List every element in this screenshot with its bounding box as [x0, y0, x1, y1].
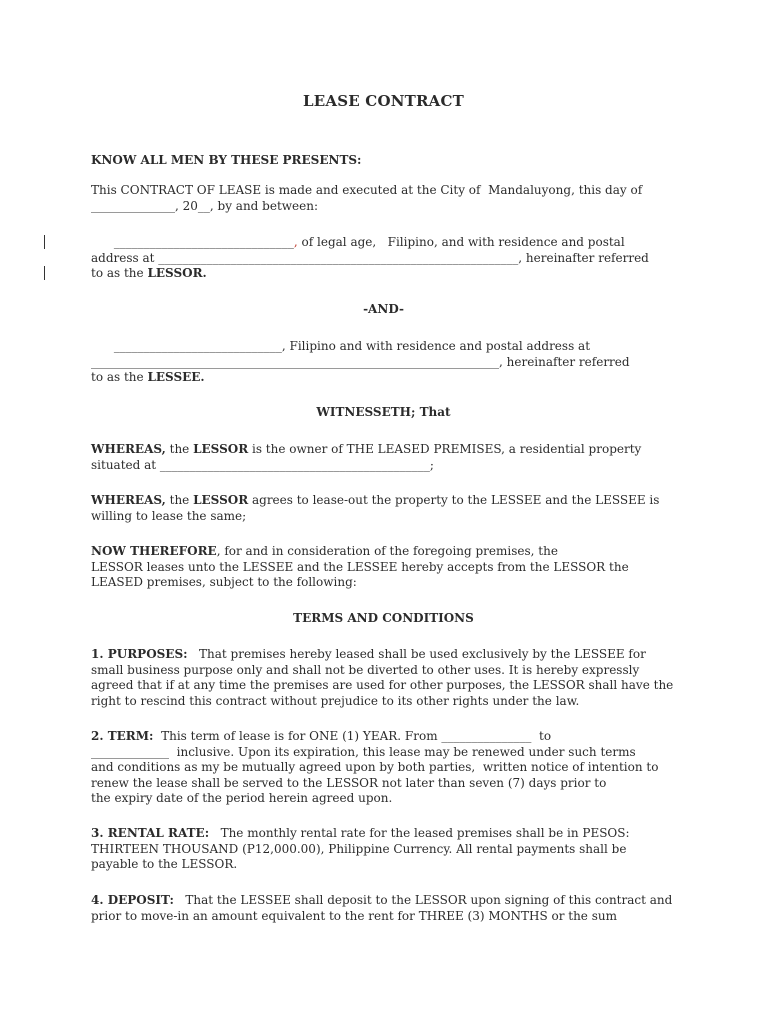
- lessee-line-3: to as the LESSEE.: [91, 370, 205, 384]
- lessee-paragraph: [91, 339, 691, 386]
- edit-mark: ,: [293, 235, 298, 249]
- clause-term: 2. TERM: This term of lease is for ONE (1) YEAR. From _______________ to _____________ inclusive. Upon its expiration, this lease may be renewed under such terms and conditions as my be mutually agreed upon by both parties, written notice of intention to renew the lease shall be served to the LESSOR not later than seven (7) days prior to the expiry date of the period herein agreed upon.: [91, 729, 659, 805]
- clause-purposes: 1. PURPOSES: That premises hereby leased shall be used exclusively by the LESSEE for small business purpose only and shall not be diverted to other uses. It is hereby expressly agreed that if at any time the premises are used for other purposes, the LESSOR shall have the right to rescind this contract without prejudice to its other rights under the law.: [91, 647, 674, 708]
- intro-paragraph: [91, 183, 691, 214]
- intro-line-2: ______________, 20__, by and between:: [91, 198, 319, 213]
- clause-label: 2. TERM:: [91, 729, 154, 743]
- clause-label: 4. DEPOSIT:: [91, 893, 174, 907]
- lessor-paragraph: [91, 235, 691, 282]
- lessor-name-blank: ______________________________: [113, 235, 294, 249]
- terms-heading: TERMS AND CONDITIONS: [293, 611, 474, 625]
- lessor-term: LESSOR.: [147, 266, 207, 280]
- now-therefore-paragraph: NOW THEREFORE, for and in consideration of the foregoing premises, the LESSOR leases unto the LESSEE and the LESSEE hereby accepts from the LESSOR the LEASED premises, subject to the following:: [91, 544, 629, 589]
- intro-line-1: This CONTRACT OF LEASE is made and executed at the City of Mandaluyong, this day of: [91, 183, 643, 197]
- lessor-line-3: to as the LESSOR.: [91, 266, 207, 280]
- and-separator: -AND-: [363, 302, 404, 316]
- lessee-line-1: ____________________________, Filipino and with residence and postal address at: [113, 339, 591, 353]
- clause-deposit: 4. DEPOSIT: That the LESSEE shall deposit to the LESSOR upon signing of this contract and prior to move-in an amount equivalent to the rent for THREE (3) MONTHS or the sum: [91, 893, 673, 923]
- whereas-paragraph-1: WHEREAS, the LESSOR is the owner of THE LEASED PREMISES, a residential property situated at _____________________________________________;: [91, 442, 642, 472]
- lessor-line-1: ______________________________, of legal age, Filipino, and with residence and postal: [113, 235, 625, 249]
- lessor-line-2: address at ____________________________________________________________, hereinafter referred: [91, 250, 649, 265]
- whereas-paragraph-2: WHEREAS, the LESSOR agrees to lease-out the property to the LESSEE and the LESSEE is willing to lease the same;: [91, 493, 660, 523]
- clause-rental-rate: 3. RENTAL RATE: The monthly rental rate for the leased premises shall be in PESOS: THIRTEEN THOUSAND (P12,000.00), Philippine Currency. All rental payments shall be payable to the LESSOR.: [91, 826, 630, 871]
- opening-line: KNOW ALL MEN BY THESE PRESENTS:: [91, 153, 362, 167]
- clause-label: 1. PURPOSES:: [91, 647, 188, 661]
- lessee-term: LESSEE.: [147, 370, 205, 384]
- change-bar-marker: [44, 235, 45, 249]
- change-bar-marker: [44, 266, 45, 280]
- document-title: LEASE CONTRACT: [303, 92, 464, 110]
- lessee-line-2: ____________________________________________________________________, hereinafter referred: [91, 354, 630, 369]
- witnesseth-heading: WITNESSETH; That: [316, 405, 451, 419]
- clause-label: 3. RENTAL RATE:: [91, 826, 210, 840]
